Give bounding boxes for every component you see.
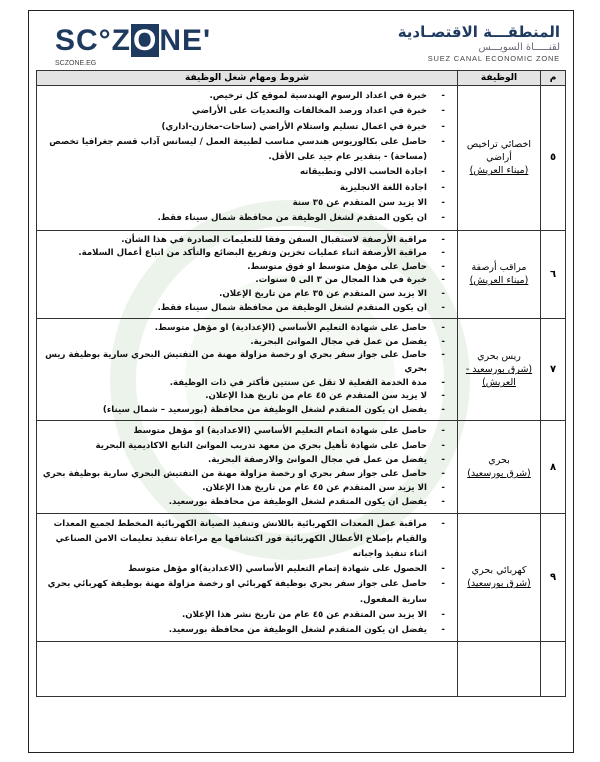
- header-conditions: شروط ومهام شغل الوظيفة: [37, 71, 458, 86]
- table-header-row: [37, 71, 566, 86]
- conditions-cell: [37, 513, 458, 642]
- condition-item: - حاصل على مؤهل متوسط او فوق متوسط.: [41, 261, 451, 275]
- sczone-logo-wordmark: SC°ZONE': [55, 24, 212, 57]
- authority-logo: [398, 24, 560, 63]
- conditions-cell: [37, 86, 458, 231]
- job-title: اخصائي تراخيص أراضي: [466, 139, 532, 164]
- condition-item: - حاصل على جواز سفر بحري بوظيفة كهربائي او رخصة مزاولة مهنة بوظيفة كهربائي بحري سارية المفعول.: [41, 577, 451, 607]
- table-row: [37, 230, 566, 319]
- conditions-list: [41, 234, 451, 316]
- conditions-cell: [37, 421, 458, 513]
- conditions-list: [41, 517, 451, 639]
- condition-item: - خبرة في اعداد ورصد المخالفات والتعديات على الأراضي: [41, 104, 451, 119]
- job-location: (شرق بورسعيد - العريش): [465, 364, 533, 389]
- job-title-cell: [458, 513, 541, 642]
- condition-item: - حاصل على شهادة التعليم الأساسي (الإعدادية) او مؤهل متوسط.: [41, 322, 451, 336]
- empty-cell: [37, 642, 458, 697]
- row-number: ٥: [541, 86, 566, 231]
- condition-item: - ان يكون المتقدم لشغل الوظيفة من محافظة شمال سيناء فقط.: [41, 211, 451, 226]
- condition-item: - الحصول على شهادة إتمام التعليم الأساسي (الاعدادية)او مؤهل متوسط: [41, 562, 451, 577]
- condition-item: - مراقبة الأرصفة لاستقبال السفن وفقا للتعليمات الصادرة في هذا الشأن.: [41, 234, 451, 248]
- condition-item: - حاصل على شهادة اتمام التعليم الأساسي (الاعدادية) او مؤهل متوسط: [41, 424, 451, 438]
- job-title: بحري: [488, 455, 510, 466]
- condition-item: - يفضل ان يكون المتقدم لشغل الوظيفة من محافظة (بورسعيد – شمال سيناء): [41, 404, 451, 418]
- job-title: مراقب أرصفة: [471, 262, 527, 274]
- condition-item: - خبرة في اعداد الرسوم الهندسية لموقع كل ترخيص.: [41, 89, 451, 104]
- job-location: (ميناء العريش): [469, 165, 529, 177]
- header-job: الوظيفة: [458, 71, 541, 86]
- authority-name-arabic: المنطقـــة الاقتصـادية: [397, 23, 560, 41]
- empty-cell: [458, 642, 541, 697]
- conditions-list: [41, 322, 451, 417]
- condition-item: - مراقبة عمل المعدات الكهربائية باللانش وتنفيذ الصيانة الكهربائية المخطط لجميع المعدات والقيام بإصلاح الأعطال الكهربائية فور اكتشافها مع مراعاة تنفيذ تعليمات الامن الصناعي اثناء تنفيذ واجباته: [41, 517, 451, 563]
- condition-item: - ان يكون المتقدم لشغل الوظيفة من محافظة شمال سيناء فقط.: [41, 302, 451, 316]
- job-title: كهربائي بحري: [471, 565, 527, 577]
- job-title: ريس بحري: [477, 351, 521, 363]
- empty-cell: [541, 642, 566, 697]
- condition-item: - مدة الخدمة الفعلية لا تقل عن سنتين فأكثر في ذات الوظيفة.: [41, 377, 451, 391]
- condition-item: - اجادة اللغة الانجليزية: [41, 181, 451, 196]
- table-row: [37, 513, 566, 642]
- condition-item: - حاصل على شهادة تأهيل بحري من معهد تدريب الموانئ التابع الاكاديمية البحرية: [41, 439, 451, 453]
- condition-item: - يفضل ان يكون المتقدم لشغل الوظيفة من محافظة بورسعيد.: [41, 495, 451, 509]
- job-location: (شرق بورسعيد): [467, 468, 531, 479]
- conditions-list: [41, 89, 451, 227]
- job-title-cell: [458, 421, 541, 513]
- table-row: [37, 86, 566, 231]
- condition-item: - خبرة في هذا المجال من ٣ الى ٥ سنوات.: [41, 274, 451, 288]
- row-number: ٨: [541, 421, 566, 513]
- conditions-cell: [37, 319, 458, 421]
- condition-item: - مراقبة الأرصفة اثناء عمليات تخزين وتفريغ البضائع والتأكد من اتباع أعمال السلامة.: [41, 247, 451, 261]
- table-row: [37, 319, 566, 421]
- condition-item: - يفضل من عمل في مجال الموانئ والارصفة البحرية.: [41, 453, 451, 467]
- job-location: (ميناء العريش): [469, 275, 529, 287]
- condition-item: - خبرة في اعمال تسليم واستلام الأراضي (ساحات-مخازن-اداري): [41, 120, 451, 135]
- job-location: (شرق بورسعيد): [467, 578, 531, 590]
- condition-item: - يفضل من عمل في مجال الموانئ البحرية.: [41, 336, 451, 350]
- condition-item: - حاصل على جواز سفر بحري او رخصة مزاولة مهنة من التفتيش البحري سارية بوظيفة بحري: [41, 467, 451, 481]
- condition-item: - حاصل على جواز سفر بحري او رخصة مزاولة مهنة من التفتيش البحري سارية بوظيفة ريس بحري: [41, 349, 451, 376]
- condition-item: - الا يزيد سن المتقدم عن ٤٥ عام من تاريخ هذا الإعلان.: [41, 481, 451, 495]
- table-row: [37, 421, 566, 513]
- row-number: ٧: [541, 319, 566, 421]
- row-number: ٩: [541, 513, 566, 642]
- conditions-list: [41, 424, 451, 509]
- job-title-cell: [458, 86, 541, 231]
- header-num: م: [541, 71, 566, 86]
- condition-item: - الا يزيد سن المتقدم عن ٣٥ عام من تاريخ الإعلان.: [41, 288, 451, 302]
- condition-item: - اجادة الحاسب الالي وتطبيقاته: [41, 165, 451, 180]
- condition-item: - الا يزيد سن المتقدم عن ٣٥ سنة: [41, 196, 451, 211]
- row-number: ٦: [541, 230, 566, 319]
- sczone-website: SCZONE.EG: [55, 60, 97, 67]
- empty-table-row: [37, 642, 566, 697]
- job-title-cell: [458, 230, 541, 319]
- authority-name-english: SUEZ CANAL ECONOMIC ZONE: [427, 54, 560, 63]
- condition-item: - حاصل على بكالوريوس هندسي مناسب لطبيعة العمل / ليسانس آداب قسم جغرافيا تخصص (مساحة) - بتقدير عام جيد على الأقل.: [41, 135, 451, 166]
- condition-item: - لا يزيد سن المتقدم عن ٤٥ عام من تاريخ هذا الإعلان.: [41, 390, 451, 404]
- authority-subname-arabic: لقنـــــاة السويـــس: [478, 42, 560, 53]
- job-title-cell: [458, 319, 541, 421]
- condition-item: - الا يزيد سن المتقدم عن ٤٥ عام من تاريخ نشر هذا الإعلان.: [41, 608, 451, 623]
- condition-item: - يفضل ان يكون المتقدم لشغل الوظيفة من محافظة بورسعيد.: [41, 623, 451, 638]
- sczone-logo: [55, 26, 211, 67]
- conditions-cell: [37, 230, 458, 319]
- jobs-table: [36, 70, 566, 697]
